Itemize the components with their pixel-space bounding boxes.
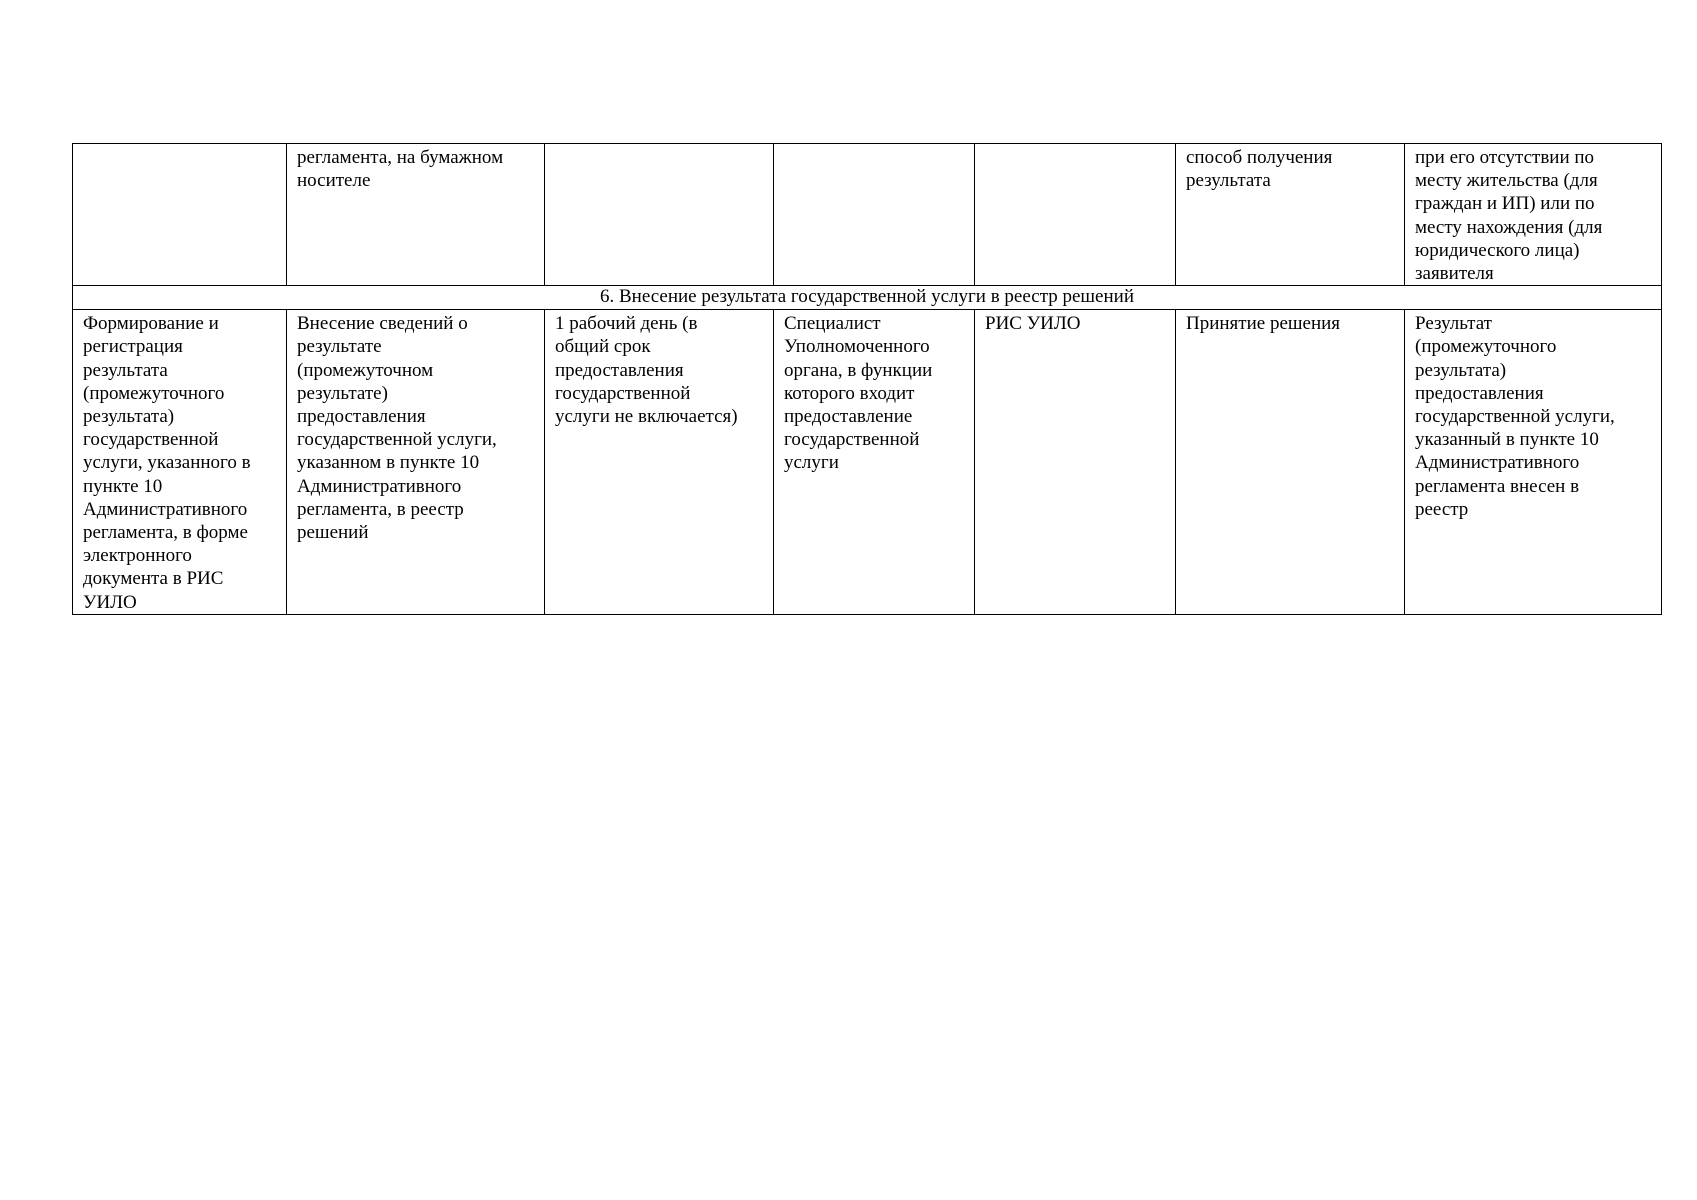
table-cell-action-basis: Формирование и регистрация результата (промежуточного результата) государственной услуги, указанного в пункте 10 Административного регламента, в форме электронного документа в РИС УИЛО: [73, 310, 287, 615]
table-cell: [545, 144, 774, 286]
section-heading: 6. Внесение результата государственной услуги в реестр решений: [73, 286, 1662, 310]
table-cell-duration: 1 рабочий день (в общий срок предоставления государственной услуги не включается): [545, 310, 774, 615]
table-cell: [975, 144, 1176, 286]
table-row-procedure: [73, 310, 1662, 615]
table-cell: регламента, на бумажном носителе: [287, 144, 545, 286]
procedure-table: [72, 143, 1662, 615]
table-cell: способ получения результата: [1176, 144, 1405, 286]
table-cell-responsible: Специалист Уполномоченного органа, в функции которого входит предоставление государственной услуги: [774, 310, 975, 615]
table-cell: [73, 144, 287, 286]
table-cell: [774, 144, 975, 286]
table-row-continuation: [73, 144, 1662, 286]
table-row-section-heading: [73, 286, 1662, 310]
table-cell-action-content: Внесение сведений о результате (промежуточном результате) предоставления государственной услуги, указанном в пункте 10 Административного регламента, в реестр решений: [287, 310, 545, 615]
table-cell: при его отсутствии по месту жительства (для граждан и ИП) или по месту нахождения (для юридического лица) заявителя: [1405, 144, 1662, 286]
table-cell-system: РИС УИЛО: [975, 310, 1176, 615]
table-cell-result: Результат (промежуточного результата) предоставления государственной услуги, указанный в пункте 10 Административного регламента внесен в реестр: [1405, 310, 1662, 615]
table-cell-criteria: Принятие решения: [1176, 310, 1405, 615]
